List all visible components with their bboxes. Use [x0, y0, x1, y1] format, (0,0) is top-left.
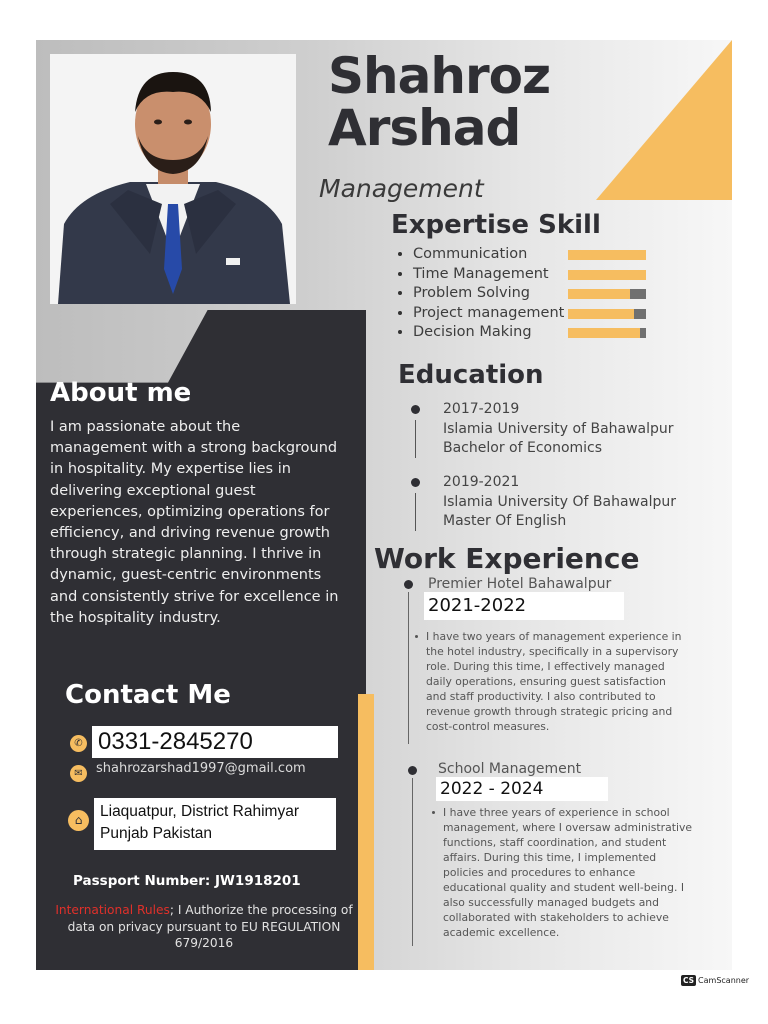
- skill-level-remainder: [630, 289, 646, 299]
- education-degree: Bachelor of Economics: [443, 440, 603, 456]
- phone-icon: ✆: [70, 735, 87, 752]
- legal-text: ; I Authorize the processing of data on privacy pursuant to EU REGULATION 679/2016: [67, 903, 353, 950]
- work-description-text: I have two years of management experience in the hotel industry, specifically in a supervisory role. During this time, I effectively managed daily operations, ensuring guest satisfaction and staff productivity. I also contributed to revenue growth through strategic pricing and cost-control measures.: [426, 630, 682, 733]
- timeline-bullet: [408, 766, 417, 775]
- skill-level-bar: [568, 289, 646, 299]
- contact-heading: Contact Me: [65, 680, 231, 710]
- education-heading: Education: [398, 360, 544, 390]
- timeline-bullet: [404, 580, 413, 589]
- about-text: I am passionate about the management with a strong background in hospitality. My expertise lies in delivering exceptional guest experiences, optimizing operations for efficiency, and driving revenue growth through strategic planning. I thrive in dynamic, guest-centric environments and consistently strive for excellence in the hospitality industry.: [50, 419, 339, 626]
- profile-photo: [50, 54, 296, 304]
- address-line-2: Punjab Pakistan: [100, 825, 213, 842]
- mail-icon: ✉: [70, 765, 87, 782]
- education-degree: Master Of English: [443, 513, 567, 529]
- timeline-bullet: [411, 478, 420, 487]
- first-name: Shahroz: [328, 47, 551, 105]
- timeline-line: [412, 778, 413, 946]
- home-icon: ⌂: [68, 810, 89, 831]
- camscanner-logo: CS: [683, 976, 695, 985]
- bullet-dot: [398, 330, 402, 334]
- skill-label: Problem Solving: [413, 285, 530, 302]
- skills-list: [398, 246, 658, 344]
- work-heading: Work Experience: [374, 542, 640, 575]
- skills-heading: Expertise Skill: [391, 210, 601, 240]
- work-description: [443, 805, 693, 940]
- work-description-text: I have three years of experience in school management, where I oversaw administrative functions, staff coordination, and student affairs. During this time, I implemented policies and procedures to enhance educational quality and student well-being. I also successfully managed budgets and collaborated with stakeholders to achieve academic excellence.: [443, 806, 692, 939]
- skill-item: [398, 305, 658, 325]
- skill-level-bar: [568, 328, 646, 338]
- skill-level-remainder: [640, 328, 646, 338]
- job-role: Management: [319, 174, 484, 203]
- bullet-dot: [398, 272, 402, 276]
- passport-number: Passport Number: JW1918201: [73, 873, 301, 889]
- timeline-line: [415, 493, 416, 531]
- education-school: Islamia University Of Bahawalpur: [443, 493, 676, 510]
- skill-level-bar: [568, 250, 646, 260]
- about-heading: About me: [50, 378, 192, 408]
- skill-label: Decision Making: [413, 324, 532, 341]
- privacy-statement: [48, 902, 360, 952]
- skill-level-bar: [568, 309, 646, 319]
- camscanner-text: CamScanner: [698, 976, 750, 985]
- skill-item: [398, 246, 658, 266]
- work-description: [426, 629, 686, 734]
- timeline-line: [415, 420, 416, 458]
- bullet-dot: [398, 311, 402, 315]
- skill-level-remainder: [634, 309, 646, 319]
- skill-item: [398, 285, 658, 305]
- education-years: 2017-2019: [443, 401, 520, 417]
- skill-item: [398, 324, 658, 344]
- accent-stripe: [358, 694, 374, 970]
- timeline-line: [408, 592, 409, 744]
- email-address: shahrozarshad1997@gmail.com: [96, 761, 306, 776]
- education-years: 2019-2021: [443, 474, 520, 490]
- bullet-dot: [415, 635, 418, 638]
- skill-level-bar: [568, 270, 646, 280]
- skill-item: [398, 266, 658, 286]
- work-dates: 2021-2022: [424, 592, 624, 620]
- skill-label: Communication: [413, 246, 528, 262]
- bullet-dot: [398, 291, 402, 295]
- skill-label: Project management: [413, 304, 565, 321]
- skill-label: Time Management: [413, 265, 549, 282]
- full-name: [328, 47, 551, 157]
- timeline-bullet: [411, 405, 420, 414]
- education-school: Islamia University of Bahawalpur: [443, 420, 674, 437]
- bullet-dot: [432, 811, 435, 814]
- last-name: Arshad: [328, 99, 521, 157]
- bullet-dot: [398, 252, 402, 256]
- work-org: Premier Hotel Bahawalpur: [428, 576, 612, 592]
- phone-number: 0331-2845270: [92, 726, 338, 758]
- work-org: School Management: [438, 761, 582, 777]
- address: [94, 798, 336, 850]
- about-contact-panel: [36, 310, 366, 970]
- camscanner-watermark: [681, 975, 749, 986]
- legal-red-text: International Rules: [55, 903, 170, 917]
- decorative-triangle: [596, 40, 732, 200]
- address-line-1: Liaquatpur, District Rahimyar: [100, 803, 299, 820]
- work-dates: 2022 - 2024: [436, 777, 608, 801]
- resume-page: [36, 40, 732, 970]
